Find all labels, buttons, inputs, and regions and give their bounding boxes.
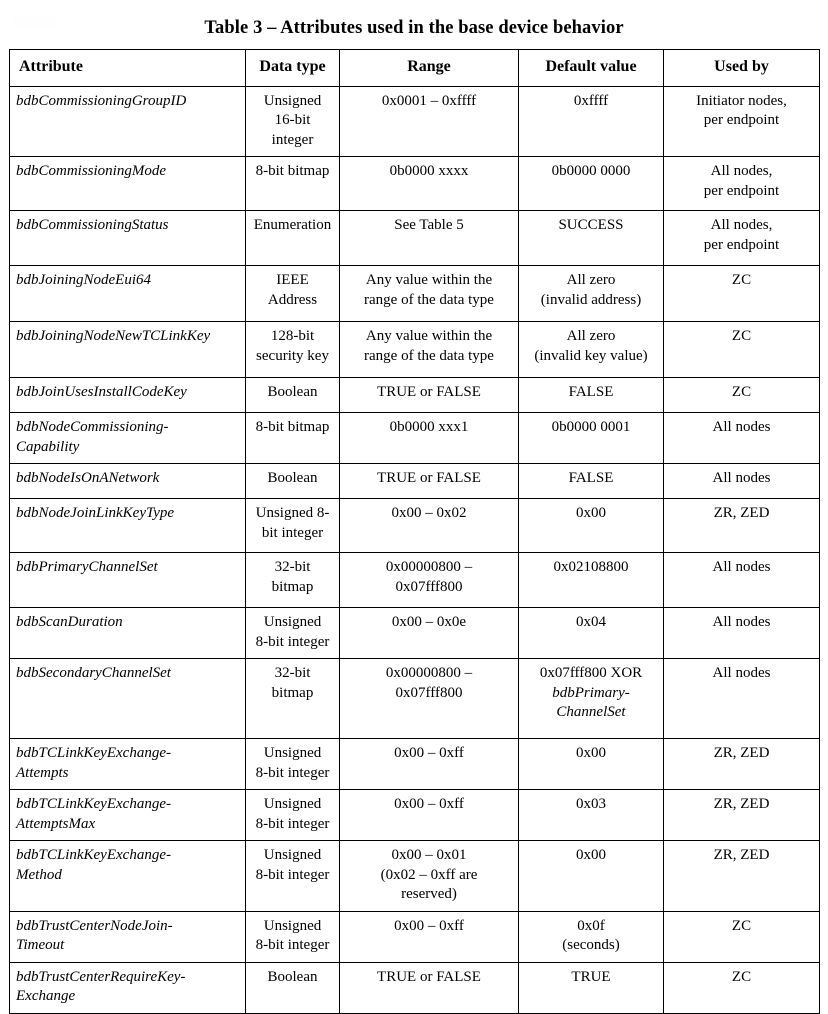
cell-line: 8-bit integer <box>255 815 330 832</box>
table-row <box>10 911 820 962</box>
table-row <box>10 608 820 659</box>
cell-range <box>340 266 519 322</box>
cell-used-by <box>664 553 820 608</box>
cell-line: ChannelSet <box>556 704 626 721</box>
cell-line: 16-bit <box>274 112 311 129</box>
cell-line: ZC <box>731 384 752 401</box>
cell-data-type <box>246 841 340 912</box>
cell-line: bdbCommissioningGroupID <box>16 92 187 109</box>
cell-used-by <box>664 962 820 1013</box>
cell-line: (invalid address) <box>540 291 642 308</box>
cell-data-type <box>246 464 340 499</box>
cell-data-type <box>246 86 340 157</box>
cell-line: 0b0000 0001 <box>551 419 631 436</box>
cell-default-value <box>519 608 664 659</box>
cell-line: Exchange <box>16 988 76 1005</box>
cell-line: bitmap <box>271 578 314 595</box>
cell-line: 8-bit bitmap <box>255 163 330 180</box>
cell-line: 0x00000800 – <box>385 665 473 682</box>
cell-range <box>340 378 519 413</box>
cell-data-type <box>246 608 340 659</box>
cell-default-value <box>519 841 664 912</box>
cell-line: bdbPrimary- <box>552 684 630 701</box>
cell-line: 0x00 – 0xff <box>394 917 464 934</box>
cell-line: See Table 5 <box>394 217 464 234</box>
cell-line: 8-bit integer <box>255 937 330 954</box>
cell-used-by <box>664 790 820 841</box>
cell-line: ZR, ZED <box>713 796 770 813</box>
cell-line: All nodes <box>712 559 771 576</box>
cell-used-by <box>664 841 820 912</box>
cell-line: 8-bit integer <box>255 633 330 650</box>
cell-line: All nodes <box>712 614 771 631</box>
cell-line: per endpoint <box>703 112 780 129</box>
cell-line: TRUE or FALSE <box>377 384 481 401</box>
cell-data-type <box>246 413 340 464</box>
cell-default-value <box>519 659 664 739</box>
cell-data-type <box>246 157 340 211</box>
cell-line: 0x00 – 0x01 <box>391 847 467 864</box>
cell-line: 0x00 – 0xff <box>394 745 464 762</box>
cell-default-value <box>519 739 664 790</box>
cell-line: reserved) <box>401 886 457 903</box>
cell-range <box>340 322 519 378</box>
table-row <box>10 413 820 464</box>
cell-line: ZR, ZED <box>713 847 770 864</box>
cell-default-value <box>519 553 664 608</box>
cell-attribute <box>10 86 246 157</box>
cell-line: Unsigned <box>263 796 322 813</box>
cell-line: Boolean <box>267 470 318 487</box>
cell-default-value <box>519 911 664 962</box>
cell-line: 0xffff <box>573 92 609 109</box>
cell-attribute <box>10 211 246 266</box>
cell-line: bdbPrimaryChannelSet <box>16 559 158 576</box>
cell-line: TRUE or FALSE <box>377 470 481 487</box>
cell-line: security key <box>256 347 329 364</box>
cell-data-type <box>246 790 340 841</box>
cell-line: Any value within the <box>365 328 493 345</box>
cell-data-type <box>246 739 340 790</box>
cell-line: bdbTCLinkKeyExchange- <box>16 847 171 864</box>
cell-data-type <box>246 322 340 378</box>
cell-line: All nodes <box>712 470 771 487</box>
cell-line: Unsigned <box>263 92 322 109</box>
cell-line: ZC <box>731 968 752 985</box>
cell-line: range of the data type <box>364 291 494 308</box>
cell-line: Unsigned 8- <box>255 505 330 522</box>
attributes-table <box>9 49 820 1014</box>
cell-default-value <box>519 86 664 157</box>
cell-range <box>340 86 519 157</box>
cell-line: AttemptsMax <box>16 815 96 832</box>
cell-line: bdbScanDuration <box>16 614 123 631</box>
cell-line: bdbNodeCommissioning- <box>16 419 169 436</box>
cell-line: All nodes, <box>710 163 773 180</box>
cell-range <box>340 911 519 962</box>
cell-data-type <box>246 266 340 322</box>
cell-line: 0x04 <box>576 614 606 631</box>
cell-attribute <box>10 266 246 322</box>
cell-line: Any value within the <box>365 272 493 289</box>
cell-range <box>340 962 519 1013</box>
cell-line: 0x00 <box>576 505 606 522</box>
cell-line: 0x0001 – 0xffff <box>381 92 477 109</box>
cell-data-type <box>246 962 340 1013</box>
cell-line: 0x0f <box>577 917 605 934</box>
cell-line: integer <box>271 131 314 148</box>
cell-line: All nodes <box>712 419 771 436</box>
cell-attribute <box>10 739 246 790</box>
cell-used-by <box>664 608 820 659</box>
table-row <box>10 790 820 841</box>
cell-data-type <box>246 378 340 413</box>
cell-line: Timeout <box>16 937 65 954</box>
cell-line: 0x00 <box>576 745 606 762</box>
column-header-range: Range <box>340 50 519 87</box>
table-body <box>10 86 820 1013</box>
cell-attribute <box>10 499 246 553</box>
cell-line: bdbSecondaryChannelSet <box>16 665 171 682</box>
cell-line: Boolean <box>267 384 318 401</box>
table-row <box>10 322 820 378</box>
cell-line: (0x02 – 0xff are <box>380 866 478 883</box>
cell-default-value <box>519 266 664 322</box>
cell-range <box>340 739 519 790</box>
table-header <box>10 50 820 87</box>
cell-line: bdbNodeIsOnANetwork <box>16 470 160 487</box>
cell-line: Unsigned <box>263 917 322 934</box>
cell-line: FALSE <box>568 470 614 487</box>
table-row <box>10 659 820 739</box>
cell-range <box>340 553 519 608</box>
table-row <box>10 499 820 553</box>
cell-attribute <box>10 962 246 1013</box>
column-header-default-value: Default value <box>519 50 664 87</box>
cell-range <box>340 790 519 841</box>
cell-line: Initiator nodes, <box>696 92 787 109</box>
cell-attribute <box>10 464 246 499</box>
cell-line: Enumeration <box>253 217 332 234</box>
cell-line: bdbTrustCenterRequireKey- <box>16 968 186 985</box>
cell-line: Unsigned <box>263 614 322 631</box>
cell-default-value <box>519 157 664 211</box>
cell-default-value <box>519 464 664 499</box>
cell-attribute <box>10 553 246 608</box>
cell-line: 0x07fff800 <box>395 578 463 595</box>
cell-used-by <box>664 499 820 553</box>
table-row <box>10 553 820 608</box>
cell-line: bdbTCLinkKeyExchange- <box>16 796 171 813</box>
cell-attribute <box>10 790 246 841</box>
cell-line: bitmap <box>271 684 314 701</box>
cell-line: Boolean <box>267 968 318 985</box>
cell-data-type <box>246 499 340 553</box>
table-row <box>10 266 820 322</box>
cell-data-type <box>246 211 340 266</box>
cell-line: 0b0000 xxxx <box>389 163 469 180</box>
cell-line: range of the data type <box>364 347 494 364</box>
cell-attribute <box>10 911 246 962</box>
cell-line: 0b0000 xxx1 <box>389 419 469 436</box>
cell-used-by <box>664 322 820 378</box>
cell-used-by <box>664 86 820 157</box>
cell-line: bdbNodeJoinLinkKeyType <box>16 505 175 522</box>
cell-data-type <box>246 553 340 608</box>
cell-range <box>340 841 519 912</box>
cell-line: TRUE or FALSE <box>377 968 481 985</box>
cell-line: 0x00 <box>576 847 606 864</box>
cell-default-value <box>519 211 664 266</box>
cell-line: ZC <box>731 272 752 289</box>
cell-default-value <box>519 322 664 378</box>
cell-line: bit integer <box>261 524 324 541</box>
cell-line: 0x07fff800 XOR <box>539 665 643 682</box>
table-row <box>10 739 820 790</box>
cell-line: 0b0000 0000 <box>551 163 631 180</box>
cell-default-value <box>519 790 664 841</box>
cell-line: 0x07fff800 <box>395 684 463 701</box>
attributes-table-container <box>9 49 819 1014</box>
cell-attribute <box>10 322 246 378</box>
cell-attribute <box>10 157 246 211</box>
cell-line: All nodes, <box>710 217 773 234</box>
cell-data-type <box>246 911 340 962</box>
cell-attribute <box>10 608 246 659</box>
cell-line: 0x00 – 0xff <box>394 796 464 813</box>
cell-line: 0x00000800 – <box>385 559 473 576</box>
cell-line: bdbCommissioningMode <box>16 163 166 180</box>
cell-default-value <box>519 413 664 464</box>
cell-default-value <box>519 962 664 1013</box>
cell-line: bdbJoinUsesInstallCodeKey <box>16 384 187 401</box>
cell-line: ZC <box>731 917 752 934</box>
cell-line: 0x02108800 <box>553 559 629 576</box>
cell-line: (invalid key value) <box>534 347 648 364</box>
cell-line: Address <box>267 291 318 308</box>
cell-used-by <box>664 157 820 211</box>
column-header-used-by: Used by <box>664 50 820 87</box>
cell-used-by <box>664 378 820 413</box>
cell-attribute <box>10 413 246 464</box>
cell-line: 0x00 – 0x02 <box>391 505 467 522</box>
cell-range <box>340 608 519 659</box>
cell-line: SUCCESS <box>558 217 624 234</box>
cell-range <box>340 157 519 211</box>
cell-line: bdbCommissioningStatus <box>16 217 169 234</box>
cell-line: Unsigned <box>263 745 322 762</box>
cell-used-by <box>664 266 820 322</box>
cell-line: FALSE <box>568 384 614 401</box>
cell-line: 8-bit integer <box>255 764 330 781</box>
cell-line: 8-bit integer <box>255 866 330 883</box>
cell-line: TRUE <box>571 968 611 985</box>
table-row <box>10 841 820 912</box>
cell-line: 0x00 – 0x0e <box>391 614 467 631</box>
cell-default-value <box>519 378 664 413</box>
cell-line: ZC <box>731 328 752 345</box>
cell-line: 128-bit <box>270 328 315 345</box>
cell-line: 32-bit <box>274 559 311 576</box>
cell-line: ZR, ZED <box>713 505 770 522</box>
cell-line: Unsigned <box>263 847 322 864</box>
cell-range <box>340 464 519 499</box>
cell-range <box>340 413 519 464</box>
cell-line: per endpoint <box>703 182 780 199</box>
cell-line: All zero <box>566 328 616 345</box>
cell-range <box>340 211 519 266</box>
cell-range <box>340 499 519 553</box>
cell-attribute <box>10 378 246 413</box>
cell-used-by <box>664 911 820 962</box>
column-header-data-type: Data type <box>246 50 340 87</box>
cell-used-by <box>664 739 820 790</box>
cell-used-by <box>664 464 820 499</box>
cell-default-value <box>519 499 664 553</box>
cell-data-type <box>246 659 340 739</box>
table-row <box>10 962 820 1013</box>
table-row <box>10 464 820 499</box>
column-header-attribute: Attribute <box>10 50 246 87</box>
table-row <box>10 86 820 157</box>
cell-line: bdbJoiningNodeEui64 <box>16 272 151 289</box>
table-row <box>10 157 820 211</box>
cell-used-by <box>664 211 820 266</box>
cell-range <box>340 659 519 739</box>
cell-line: ZR, ZED <box>713 745 770 762</box>
cell-used-by <box>664 659 820 739</box>
cell-line: (seconds) <box>562 937 620 954</box>
cell-line: 32-bit <box>274 665 311 682</box>
cell-line: 0x03 <box>576 796 606 813</box>
cell-line: IEEE <box>276 272 309 289</box>
cell-attribute <box>10 841 246 912</box>
table-header-row <box>10 50 820 87</box>
cell-line: Capability <box>16 438 80 455</box>
table-row <box>10 378 820 413</box>
cell-attribute <box>10 659 246 739</box>
cell-line: 8-bit bitmap <box>255 419 330 436</box>
table-row <box>10 211 820 266</box>
cell-line: bdbTCLinkKeyExchange- <box>16 745 171 762</box>
table-caption: Table 3 – Attributes used in the base device behavior <box>204 18 624 38</box>
cell-line: bdbJoiningNodeNewTCLinkKey <box>16 328 211 345</box>
cell-line: Attempts <box>16 764 69 781</box>
cell-line: bdbTrustCenterNodeJoin- <box>16 917 173 934</box>
cell-used-by <box>664 413 820 464</box>
cell-line: All nodes <box>712 665 771 682</box>
cell-line: Method <box>16 866 62 883</box>
cell-line: per endpoint <box>703 236 780 253</box>
cell-line: All zero <box>566 272 616 289</box>
